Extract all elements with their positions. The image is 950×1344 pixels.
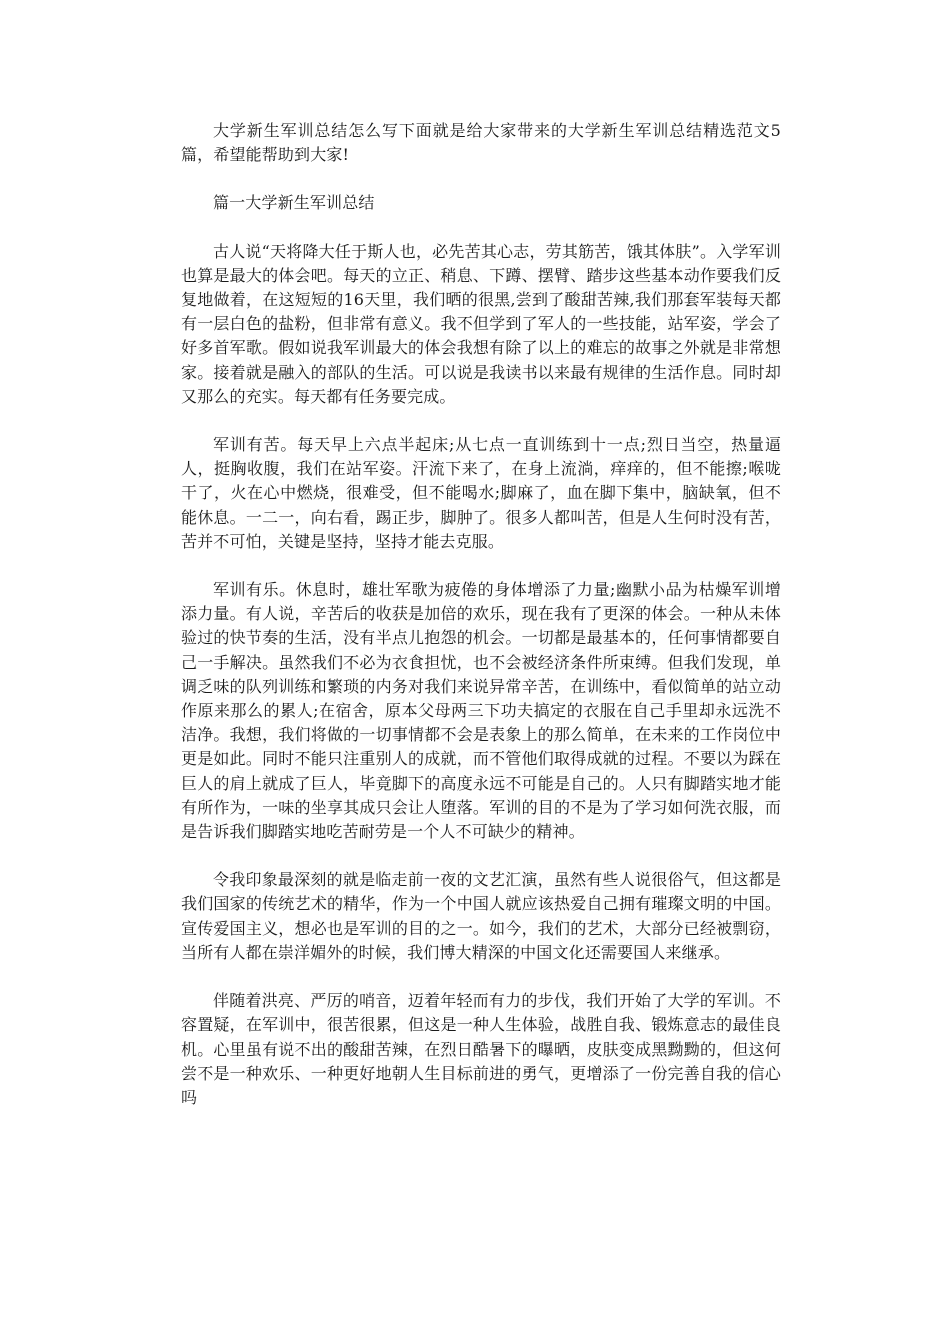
body-paragraph: 令我印象最深刻的就是临走前一夜的文艺汇演，虽然有些人说很俗气，但这都是我们国家的传统艺术的精华，作为一个中国人就应该热爱自己拥有璀璨文明的中国。宣传爱国主义，想必也是军训的目的之一。如今，我们的艺术，大部分已经被剽窃，当所有人都在崇洋媚外的时候，我们博大精深的中国文化还需要国人来继承。 <box>181 870 781 962</box>
body-paragraph: 军训有苦。每天早上六点半起床;从七点一直训练到十一点;烈日当空，热量逼人，挺胸收腹，我们在站军姿。汗流下来了，在身上流淌，痒痒的，但不能擦;喉咙干了，火在心中燃烧，很难受，但不能喝水;脚麻了，血在脚下集中，脑缺氧，但不能休息。一二一，向右看，踢正步，脚肿了。很多人都叫苦，但是人生何时没有苦，苦并不可怕，关键是坚持，坚持才能去克服。 <box>181 435 781 551</box>
intro-paragraph: 大学新生军训总结怎么写下面就是给大家带来的大学新生军训总结精选范文5篇，希望能帮助到大家! <box>181 121 781 165</box>
body-paragraph: 军训有乐。休息时，雄壮军歌为疲倦的身体增添了力量;幽默小品为枯燥军训增添力量。有人说，辛苦后的收获是加倍的欢乐，现在我有了更深的体会。一种从未体验过的快节奏的生活，没有半点儿抱怨的机会。一切都是最基本的，任何事情都要自己一手解决。虽然我们不必为衣食担忧，也不会被经济条件所束缚。但我们发现，单调乏味的队列训练和繁琐的内务对我们来说异常辛苦，在训练中，看似简单的站立动作原来那么的累人;在宿舍，原本父母两三下功夫搞定的衣服在自己手里却永远洗不洁净。我想，我们将做的一切事情都不会是表象上的那么简单，在未来的工作岗位中更是如此。同时不能只注重别人的成就，而不管他们取得成就的过程。不要以为踩在巨人的肩上就成了巨人，毕竟脚下的高度永远不可能是自己的。人只有脚踏实地才能有所作为，一味的坐享其成只会让人堕落。军训的目的不是为了学习如何洗衣服，而是告诉我们脚踏实地吃苦耐劳是一个人不可缺少的精神。 <box>181 580 781 842</box>
document-body <box>181 119 781 1134</box>
body-paragraph: 伴随着洪亮、严厉的哨音，迈着年轻而有力的步伐，我们开始了大学的军训。不容置疑，在军训中，很苦很累，但这是一种人生体验，战胜自我、锻炼意志的最佳良机。心里虽有说不出的酸甜苦辣，在烈日酷暑下的曝晒，皮肤变成黑黝黝的，但这何尝不是一种欢乐、一种更好地朝人生目标前进的勇气，更增添了一份完善自我的信心吗 <box>181 991 781 1107</box>
section-title: 篇一大学新生军训总结 <box>213 193 375 213</box>
body-paragraph: 古人说“天将降大任于斯人也，必先苦其心志，劳其筋苦，饿其体肤”。入学军训也算是最大的体会吧。每天的立正、稍息、下蹲、摆臂、踏步这些基本动作要我们反复地做着，在这短短的16天里，我们晒的很黑,尝到了酸甜苦辣,我们那套军装每天都有一层白色的盐粉，但非常有意义。我不但学到了军人的一些技能，站军姿，学会了好多首军歌。假如说我军训最大的体会我想有除了以上的难忘的故事之外就是非常想家。接着就是融入的部队的生活。可以说是我读书以来最有规律的生活作息。同时却又那么的充实。每天都有任务要完成。 <box>181 241 781 406</box>
